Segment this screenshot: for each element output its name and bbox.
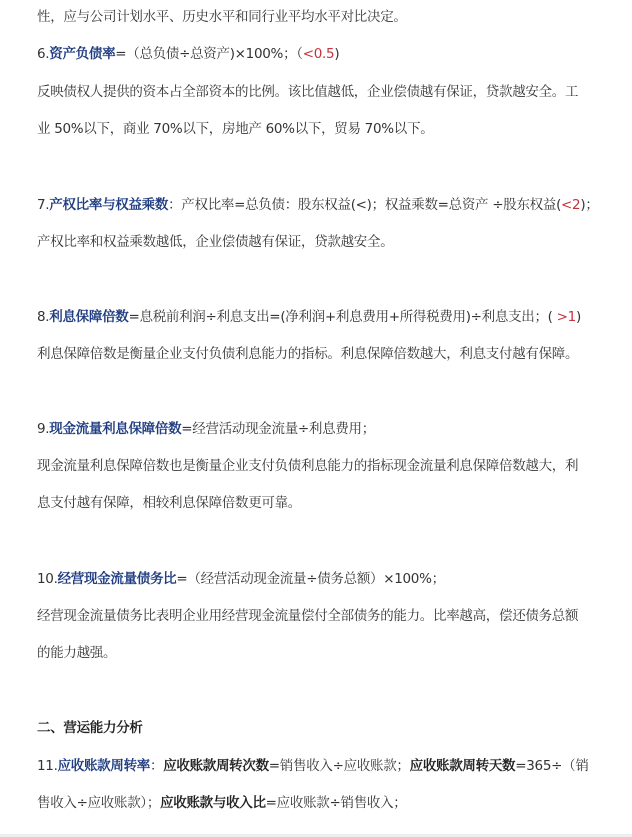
item-number: 10.: [37, 571, 58, 587]
formula-end: ): [334, 46, 340, 62]
term-title: 资产负债率: [49, 46, 116, 62]
sub-term: 应收账款与收入比: [160, 795, 266, 811]
item-8-heading: [37, 307, 581, 327]
paragraph-text: 现金流量利息保障倍数也是衡量企业支付负债利息能力的指标现金流量利息保障倍数越大，利: [37, 458, 579, 474]
benchmark-value: >1: [552, 309, 576, 325]
item-9-heading: [37, 419, 375, 439]
paragraph-text: 反映债权人提供的资本占全部资本的比例。该比值越低，企业偿债越有保证，贷款越安全。工: [37, 84, 579, 100]
formula-end: )；: [580, 197, 599, 213]
formula: =应收账款÷销售收入；: [265, 795, 407, 811]
item-6-heading: [37, 44, 339, 64]
separator: ：: [149, 758, 164, 774]
paragraph-text: 产权比率和权益乘数越低，企业偿债越有保证，贷款越安全。: [37, 234, 394, 250]
sub-term: 应收账款周转次数: [163, 758, 269, 774]
formula: =息税前利润÷利息支出=(净利润+利息费用+所得税费用)÷利息支出；(: [128, 309, 553, 325]
formula: =经营活动现金流量÷利息费用；: [181, 421, 375, 437]
term-title: 现金流量利息保障倍数: [49, 421, 182, 437]
paragraph-text: 经营现金流量债务比表明企业用经营现金流量偿付全部债务的能力。比率越高，偿还债务总额: [37, 608, 579, 624]
formula: =（经营活动现金流量÷债务总额）×100%；: [176, 571, 445, 587]
term-title: 利息保障倍数: [49, 309, 129, 325]
item-number: 9.: [37, 421, 50, 437]
benchmark-value: <0.5: [302, 46, 335, 62]
item-11-continuation: [37, 793, 407, 813]
benchmark-value: <2: [561, 197, 581, 213]
paragraph-text: 性，应与公司计划水平、历史水平和同行业平均水平对比决定。: [37, 9, 407, 25]
item-number: 11.: [37, 758, 58, 774]
item-number: 8.: [37, 309, 50, 325]
formula: ：产权比率=总负债：股东权益(<)；权益乘数=总资产 ÷股东权益(: [168, 197, 562, 213]
paragraph-text: 业 50%以下，商业 70%以下，房地产 60%以下，贸易 70%以下。: [37, 121, 434, 137]
section-heading: 二、营运能力分析: [37, 720, 143, 736]
formula-end: ): [575, 309, 581, 325]
term-title: 产权比率与权益乘数: [49, 197, 169, 213]
formula: =365÷（销: [515, 758, 589, 774]
paragraph-text: 息支付越有保障，相较利息保障倍数更可靠。: [37, 495, 301, 511]
sub-term: 应收账款周转天数: [409, 758, 516, 774]
item-number: 6.: [37, 46, 50, 62]
paragraph-text: 利息保障倍数是衡量企业支付负债利息能力的指标。利息保障倍数越大，利息支付越有保障。: [37, 346, 579, 362]
term-title: 应收账款周转率: [57, 758, 150, 774]
item-11-heading: [37, 756, 589, 776]
term-title: 经营现金流量债务比: [57, 571, 177, 587]
formula: =（总负债÷总资产)×100%；（: [115, 46, 303, 62]
paragraph-text: 的能力越强。: [37, 645, 117, 661]
item-10-heading: [37, 569, 445, 589]
item-7-heading: [37, 195, 599, 215]
item-number: 7.: [37, 197, 50, 213]
formula: =销售收入÷应收账款；: [268, 758, 410, 774]
formula: 售收入÷应收账款）；: [37, 795, 161, 811]
